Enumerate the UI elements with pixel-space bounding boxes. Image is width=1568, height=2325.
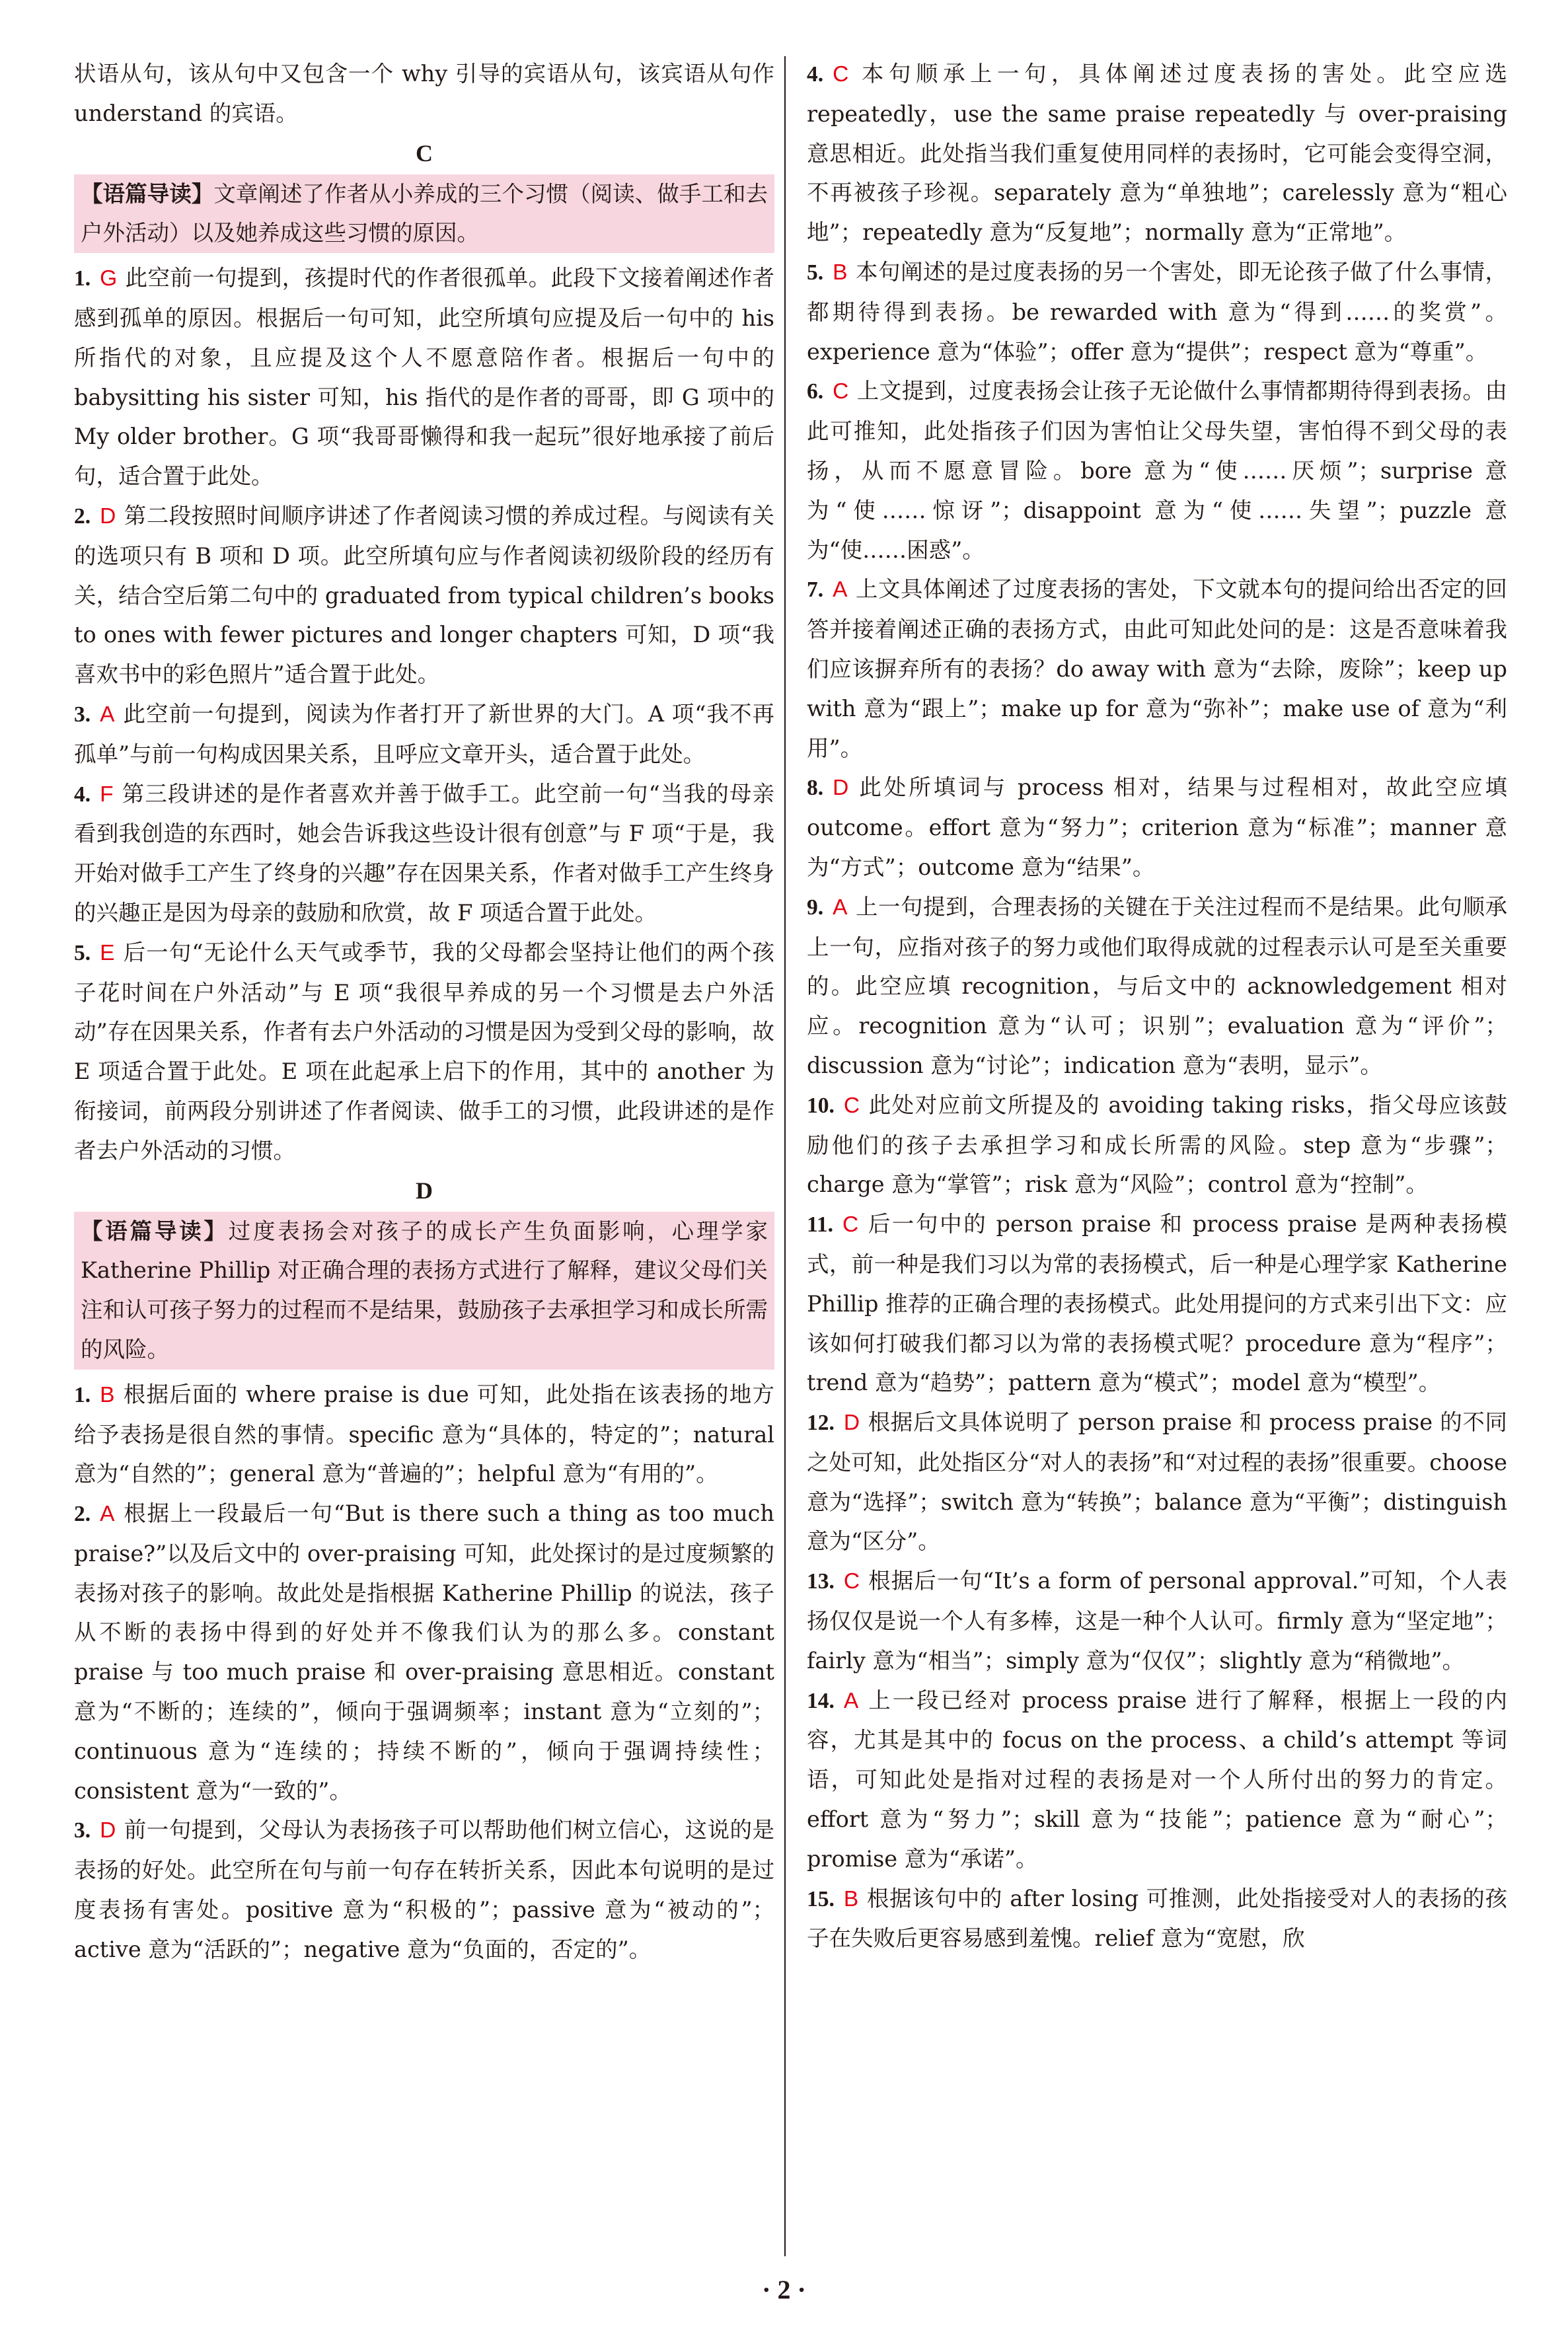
answer-letter: B: [100, 1382, 115, 1407]
answer-letter: B: [843, 1886, 859, 1911]
item-number: 13.: [807, 1569, 835, 1594]
item-number: 1.: [74, 1382, 91, 1407]
answer-letter: C: [833, 379, 849, 404]
explanation: 根据该句中的 after losing 可推测，此处指接受对人的表扬的孩子在失败后更容易感到羞愧。relief 意为“宽慰，欣: [807, 1885, 1507, 1952]
d-item-3: [74, 1810, 774, 1969]
explanation: 本句阐述的是过度表扬的另一个害处，即无论孩子做了什么事情，都期待得到表扬。be rewarded with 意为“得到……的奖赏”。experience 意为“体验”；offer 意为“提供”；respect 意为“尊重”。: [807, 258, 1507, 365]
d-item-5: [807, 252, 1507, 371]
d-item-9: [807, 887, 1507, 1086]
answer-letter: E: [100, 940, 115, 965]
d-item-4: [807, 54, 1507, 252]
explanation: 前一句提到，父母认为表扬孩子可以帮助他们树立信心，这说的是表扬的好处。此空所在句与前一句存在转折关系，因此本句说明的是过度表扬有害处。positive 意为“积极的”；passive 意为“被动的”；active 意为“活跃的”；negative 意为“负面的，否定的”。: [74, 1817, 774, 1962]
item-number: 4.: [807, 62, 824, 87]
guide-label: 【语篇导读】: [81, 180, 214, 207]
answer-letter: A: [100, 702, 115, 727]
explanation: 上一段已经对 process praise 进行了解释，根据上一段的内容，尤其是其中的 focus on the process、a child’s attempt 等词语，可知此处是指对过程的表扬是对一个人所付出的努力的肯定。effort 意为“努力”；skill 意为“技能”；patience 意为“耐心”；promise 意为“承诺”。: [807, 1687, 1507, 1872]
item-number: 6.: [807, 379, 824, 404]
explanation: 根据后面的 where praise is due 可知，此处指在该表扬的地方给予表扬是很自然的事情。specific 意为“具体的，特定的”；natural 意为“自然的”；general 意为“普遍的”；helpful 意为“有用的”。: [74, 1381, 774, 1487]
answer-letter: A: [833, 895, 848, 920]
answer-letter: B: [833, 260, 848, 285]
explanation: 上一句提到，合理表扬的关键在于关注过程而不是结果。此句顺承上一句，应指对孩子的努力或他们取得成就的过程表示认可是至关重要的。此空应填 recognition，与后文中的 acknowledgement 相对应。recognition 意为“认可；识别”；evaluation 意为“评价”；discussion 意为“讨论”；indication 意为“表明，显示”。: [807, 893, 1507, 1078]
d-item-8: [807, 768, 1507, 887]
explanation: 后一句“无论什么天气或季节，我的父母都会坚持让他们的两个孩子花时间在户外活动”与 E 项“我很早养成的另一个习惯是去户外活动”存在因果关系，作者有去户外活动的习惯是因为受到父母的影响，故 E 项适合置于此处。E 项在此起承上启下的作用，其中的 another 为衔接词，前两段分别讲述了作者阅读、做手工的习惯，此段讲述的是作者去户外活动的习惯。: [74, 939, 774, 1163]
guide-text: 过度表扬会对孩子的成长产生负面影响，心理学家 Katherine Phillip 对正确合理的表扬方式进行了解释，建议父母们关注和认可孩子努力的过程而不是结果，鼓励孩子去承担学习和成长所需的风险。: [81, 1218, 768, 1362]
section-d-guide: [74, 1212, 774, 1370]
answer-letter: D: [100, 503, 116, 529]
answer-letter: G: [100, 266, 118, 291]
item-number: 2.: [74, 503, 91, 529]
item-number: 12.: [807, 1411, 835, 1436]
section-c-title: C: [416, 139, 433, 166]
answer-letter: C: [843, 1569, 860, 1594]
item-number: 15.: [807, 1886, 835, 1911]
answer-letter: C: [842, 1212, 859, 1237]
explanation: 根据后文具体说明了 person praise 和 process praise 的不同之处可知，此处指区分“对人的表扬”和“对过程的表扬”很重要。choose 意为“选择”；switch 意为“转换”；balance 意为“平衡”；distinguish 意为“区分”。: [807, 1409, 1507, 1555]
section-d-title: D: [416, 1177, 433, 1204]
answer-letter: A: [833, 577, 848, 603]
answer-letter: D: [843, 1411, 860, 1436]
explanation: 此空前一句提到，阅读为作者打开了新世界的大门。A 项“我不再孤单”与前一句构成因果关系，且呼应文章开头，适合置于此处。: [74, 700, 774, 767]
explanation: 此空前一句提到，孩提时代的作者很孤单。此段下文接着阐述作者感到孤单的原因。根据后一句可知，此空所填句应提及后一句中的 his 所指代的对象，且应提及这个人不愿意陪作者。根据后一句中的 babysitting his sister 可知，his 指代的是作者的哥哥，即 G 项中的 My older brother。G 项“我哥哥懒得和我一起玩”很好地承接了前后句，适合置于此处。: [74, 265, 774, 490]
explanation: 后一句中的 person praise 和 process praise 是两种表扬模式，前一种是我们习以为常的表扬模式，后一种是心理学家 Katherine Phillip 推荐的正确合理的表扬模式。此处用提问的方式来引出下文：应该如何打破我们都习以为常的表扬模式呢？procedure 意为“程序”；trend 意为“趋势”；pattern 意为“模式”；model 意为“模型”。: [807, 1211, 1507, 1396]
guide-text: 文章阐述了作者从小养成的三个习惯（阅读、做手工和去户外活动）以及她养成这些习惯的原因。: [81, 180, 768, 246]
d-item-2: [74, 1494, 774, 1810]
d-item-10: [807, 1086, 1507, 1204]
d-item-12: [807, 1403, 1507, 1561]
column-divider: [784, 56, 786, 2256]
answer-letter: A: [100, 1502, 115, 1527]
item-number: 1.: [74, 266, 91, 291]
item-number: 10.: [807, 1093, 835, 1118]
item-number: 14.: [807, 1688, 835, 1713]
d-item-7: [807, 570, 1507, 768]
item-number: 2.: [74, 1502, 91, 1527]
answer-letter: D: [100, 1818, 116, 1843]
d-item-6: [807, 371, 1507, 570]
answer-letter: D: [833, 776, 849, 801]
explanation: 上文具体阐述了过度表扬的害处，下文就本句的提问给出否定的回答并接着阐述正确的表扬方式，由此可知此处问的是：这是否意味着我们应该摒弃所有的表扬？do away with 意为“去除，废除”；keep up with 意为“跟上”；make up for 意为“弥补”；make use of 意为“利用”。: [807, 576, 1507, 761]
c-item-1: [74, 258, 774, 496]
explanation: 第二段按照时间顺序讲述了作者阅读习惯的养成过程。与阅读有关的选项只有 B 项和 D 项。此空所填句应与作者阅读初级阶段的经历有关，结合空后第二句中的 graduated from typical children’s books to ones with fewer pictures and longer chapters 可知，D 项“我喜欢书中的彩色照片”适合置于此处。: [74, 502, 774, 688]
page-number: · 2 ·: [762, 2275, 806, 2305]
answer-letter: C: [833, 62, 849, 87]
right-column: [807, 54, 1507, 1958]
d-item-14: [807, 1681, 1507, 1879]
explanation: 第三段讲述的是作者喜欢并善于做手工。此空前一句“当我的母亲看到我创造的东西时，她会告诉我这些设计很有创意”与 F 项“于是，我开始对做手工产生了终身的兴趣”存在因果关系，作者对做手工产生终身的兴趣正是因为母亲的鼓励和欣赏，故 F 项适合置于此处。: [74, 780, 774, 926]
c-item-4: [74, 774, 774, 933]
c-item-3: [74, 694, 774, 774]
explanation: 此处对应前文所提及的 avoiding taking risks，指父母应该鼓励他们的孩子去承担学习和成长所需的风险。step 意为“步骤”；charge 意为“掌管”；risk 意为“风险”；control 意为“控制”。: [807, 1091, 1507, 1198]
item-number: 11.: [807, 1212, 834, 1237]
item-number: 7.: [807, 577, 824, 603]
d-item-13: [807, 1561, 1507, 1680]
d-item-11: [807, 1204, 1507, 1403]
guide-label: 【语篇导读】: [81, 1218, 229, 1244]
item-number: 9.: [807, 895, 824, 920]
left-column: [74, 54, 774, 1970]
section-c-guide: [74, 174, 774, 254]
item-number: 3.: [74, 1818, 91, 1843]
item-number: 4.: [74, 782, 91, 807]
item-number: 5.: [74, 940, 91, 965]
explanation: 上文提到，过度表扬会让孩子无论做什么事情都期待得到表扬。由此可推知，此处指孩子们因为害怕让父母失望，害怕得不到父母的表扬，从而不愿意冒险。bore 意为“使……厌烦”；surprise 意为“使……惊讶”；disappoint 意为“使……失望”；puzzle 意为“使……困惑”。: [807, 378, 1507, 563]
intro-paragraph: 状语从句，该从句中又包含一个 why 引导的宾语从句，该宾语从句作 understand 的宾语。: [74, 61, 774, 126]
d-item-1: [74, 1375, 774, 1494]
explanation: 此处所填词与 process 相对，结果与过程相对，故此空应填 outcome。effort 意为“努力”；criterion 意为“标准”；manner 意为“方式”；outcome 意为“结果”。: [807, 774, 1507, 880]
explanation: 本句顺承上一句，具体阐述过度表扬的害处。此空应选 repeatedly，use the same praise repeatedly 与 over-praising 意思相近。此处指当我们重复使用同样的表扬时，它可能会变得空洞，不再被孩子珍视。separately 意为“单独地”；carelessly 意为“粗心地”；repeatedly 意为“反复地”；normally 意为“正常地”。: [807, 61, 1507, 246]
item-number: 3.: [74, 702, 91, 727]
explanation: 根据后一句“It’s a form of personal approval.”可知，个人表扬仅仅是说一个人有多棒，这是一种个人认可。firmly 意为“坚定地”；fairly 意为“相当”；simply 意为“仅仅”；slightly 意为“稍微地”。: [807, 1568, 1507, 1674]
c-item-5: [74, 933, 774, 1171]
item-number: 5.: [807, 260, 824, 285]
explanation: 根据上一段最后一句“But is there such a thing as too much praise?”以及后文中的 over-praising 可知，此处探讨的是过度频繁的表扬对孩子的影响。故此处是指根据 Katherine Phillip 的说法，孩子从不断的表扬中得到的好处并不像我们认为的那么多。constant praise 与 too much praise 和 over-praising 意思相近。constant 意为“不断的；连续的”，倾向于强调频率；instant 意为“立刻的”；continuous 意为“连续的；持续不断的”，倾向于强调持续性；consistent 意为“一致的”。: [74, 1500, 774, 1804]
answer-letter: A: [843, 1688, 859, 1713]
item-number: 8.: [807, 776, 824, 801]
answer-letter: C: [843, 1093, 860, 1118]
d-item-15: [807, 1879, 1507, 1959]
answer-letter: F: [100, 782, 114, 807]
c-item-2: [74, 496, 774, 694]
